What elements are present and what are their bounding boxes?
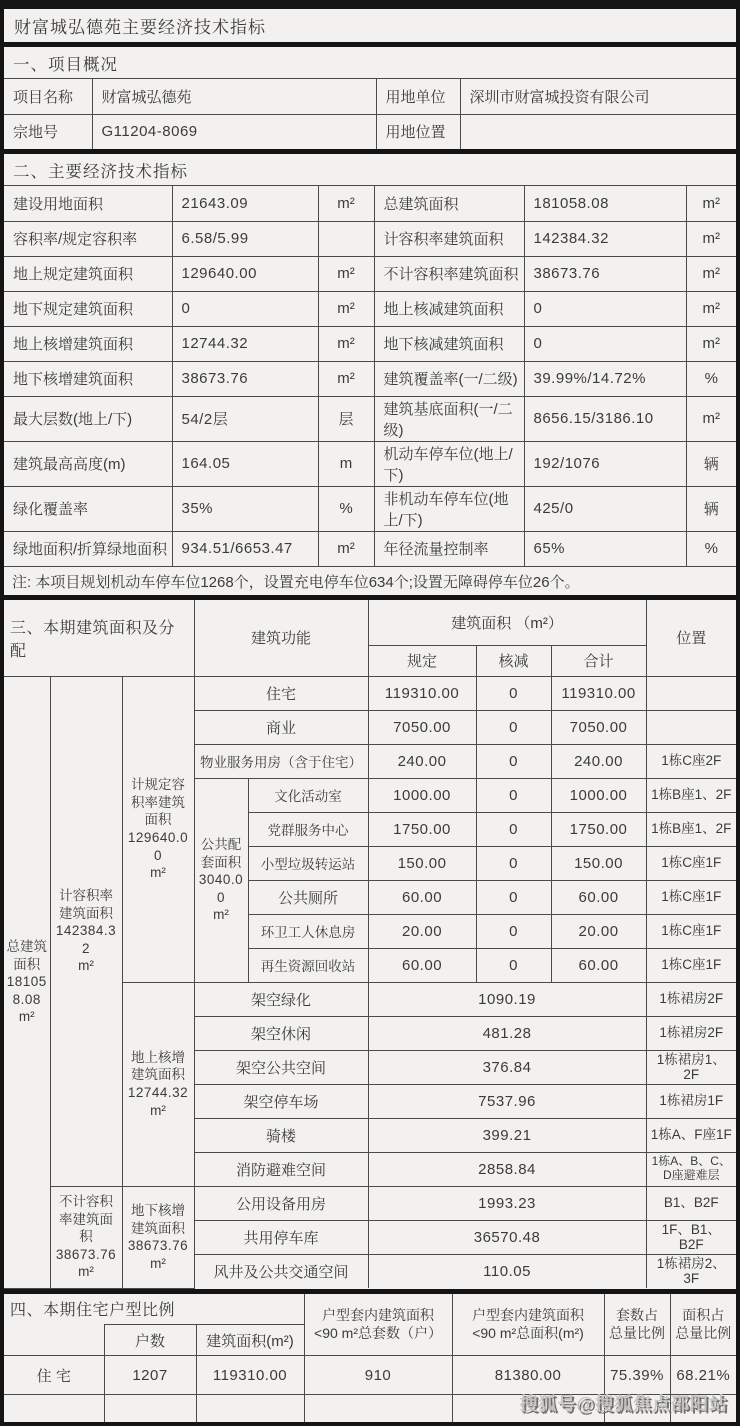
function-name: 架空绿化 (194, 982, 368, 1016)
section4-heading: 四、本期住宅户型比例 (4, 1294, 304, 1325)
location-value (646, 676, 736, 710)
area-ratio: 68.21% (670, 1356, 736, 1395)
header-row (4, 1294, 736, 1325)
metric-value: 164.05 (172, 441, 318, 486)
metric-value: 8656.15/3186.10 (524, 396, 686, 441)
location-value: 1栋B座1、2F (646, 778, 736, 812)
metric-value: 12744.32 (172, 326, 318, 361)
function-name: 商业 (194, 710, 368, 744)
column-header-household-count: 户数 (104, 1325, 196, 1356)
table-row (4, 221, 736, 256)
metric-value: 0 (172, 291, 318, 326)
area-specified: 60.00 (368, 880, 476, 914)
function-name: 共用停车库 (194, 1220, 368, 1254)
area-total: 150.00 (551, 846, 646, 880)
function-name: 消防避难空间 (194, 1152, 368, 1186)
metric-value: 35% (172, 486, 318, 531)
column-header-area-ratio: 面积占 总量比例 (670, 1294, 736, 1356)
function-name: 物业服务用房（含于住宅） (194, 744, 368, 778)
area-specified: 60.00 (368, 948, 476, 982)
side-far-included-area: 计容积率建筑面积 142384.32 m² (50, 676, 122, 1186)
area-total: 2858.84 (368, 1152, 646, 1186)
function-name: 住宅 (194, 676, 368, 710)
metric-unit: m² (686, 396, 736, 441)
metric-value: 21643.09 (172, 186, 318, 221)
table-row (4, 256, 736, 291)
side-far-excluded-area: 不计容积率建筑面积 38673.76 m² (50, 1186, 122, 1288)
section3-heading: 三、本期建筑面积及分配 (4, 600, 194, 676)
household-count (104, 1395, 196, 1422)
area-total: 20.00 (551, 914, 646, 948)
location-value: 1F、B1、B2F (646, 1220, 736, 1254)
metric-value: 192/1076 (524, 441, 686, 486)
table-row (4, 441, 736, 486)
field-value: G11204-8069 (92, 114, 376, 149)
area-total: 376.84 (368, 1050, 646, 1084)
project-overview-table (4, 79, 736, 149)
area-deducted: 0 (476, 744, 551, 778)
function-name: 公用设备用房 (194, 1186, 368, 1220)
units-under-90 (304, 1395, 452, 1422)
area-specified: 150.00 (368, 846, 476, 880)
area-specified: 240.00 (368, 744, 476, 778)
table-row (4, 79, 736, 114)
function-name: 架空停车场 (194, 1084, 368, 1118)
area-deducted: 0 (476, 880, 551, 914)
unit-count-ratio: 75.39% (604, 1356, 670, 1395)
metric-value: 39.99%/14.72% (524, 361, 686, 396)
column-header-floor-area: 建筑面积(m²) (196, 1325, 304, 1356)
metric-label: 地上核增建筑面积 (4, 326, 172, 361)
location-value: 1栋裙房2F (646, 982, 736, 1016)
area-specified: 1000.00 (368, 778, 476, 812)
function-name: 文化活动室 (248, 778, 368, 812)
metric-label: 机动车停车位(地上/下) (374, 441, 524, 486)
location-value (646, 710, 736, 744)
area-total: 119310.00 (551, 676, 646, 710)
column-header-units-under-90: 户型套内建筑面积 <90 m²总套数（户） (304, 1294, 452, 1356)
metric-label: 计容积率建筑面积 (374, 221, 524, 256)
area-total: 60.00 (551, 948, 646, 982)
floor-area: 119310.00 (196, 1356, 304, 1395)
column-header-specified: 规定 (368, 645, 476, 676)
area-deducted: 0 (476, 676, 551, 710)
metric-label: 地下核减建筑面积 (374, 326, 524, 361)
function-name: 架空休闲 (194, 1016, 368, 1050)
metric-label: 地上核减建筑面积 (374, 291, 524, 326)
area-total: 1000.00 (551, 778, 646, 812)
metric-unit: m² (318, 531, 374, 566)
metric-value: 38673.76 (524, 256, 686, 291)
metric-value: 129640.00 (172, 256, 318, 291)
field-value: 财富城弘德苑 (92, 79, 376, 114)
area-total: 481.28 (368, 1016, 646, 1050)
metric-unit: 辆 (686, 441, 736, 486)
table-row (4, 531, 736, 566)
metric-unit: m² (686, 291, 736, 326)
metric-unit: m² (318, 256, 374, 291)
metric-value: 934.51/6653.47 (172, 531, 318, 566)
section2-heading: 二、主要经济技术指标 (4, 154, 736, 186)
function-name: 环卫工人休息房 (248, 914, 368, 948)
metric-value: 38673.76 (172, 361, 318, 396)
field-label: 用地单位 (376, 79, 460, 114)
location-value: 1栋C座1F (646, 846, 736, 880)
metric-unit: m² (318, 186, 374, 221)
location-value: 1栋C座1F (646, 914, 736, 948)
area-total: 60.00 (551, 880, 646, 914)
area-specified: 119310.00 (368, 676, 476, 710)
metric-value: 142384.32 (524, 221, 686, 256)
field-value (460, 114, 736, 149)
location-value: B1、B2F (646, 1186, 736, 1220)
area-specified: 1750.00 (368, 812, 476, 846)
area-total: 36570.48 (368, 1220, 646, 1254)
units-under-90: 910 (304, 1356, 452, 1395)
column-header-unit-count-ratio: 套数占 总量比例 (604, 1294, 670, 1356)
floor-area-distribution-table (4, 600, 736, 1289)
row-label (4, 1395, 104, 1422)
metric-unit: m² (686, 221, 736, 256)
metric-unit: m² (686, 326, 736, 361)
metric-label: 绿化覆盖率 (4, 486, 172, 531)
function-name: 党群服务中心 (248, 812, 368, 846)
metric-unit: m² (686, 186, 736, 221)
metric-label: 年径流量控制率 (374, 531, 524, 566)
household-count: 1207 (104, 1356, 196, 1395)
location-value: 1栋B座1、2F (646, 812, 736, 846)
metric-unit: m² (686, 256, 736, 291)
empty-cell (4, 1325, 104, 1356)
metric-label: 最大层数(地上/下) (4, 396, 172, 441)
metric-unit: % (318, 486, 374, 531)
side-public-amenity-area: 公共配套面积 3040.00 m² (194, 778, 248, 982)
table-row (4, 326, 736, 361)
area-total: 1090.19 (368, 982, 646, 1016)
metric-label: 地下核增建筑面积 (4, 361, 172, 396)
metric-unit: m² (318, 291, 374, 326)
area-deducted: 0 (476, 812, 551, 846)
area-deducted: 0 (476, 710, 551, 744)
metric-unit: 层 (318, 396, 374, 441)
metric-unit: % (686, 361, 736, 396)
metric-label: 不计容积率建筑面积 (374, 256, 524, 291)
economic-indicators-table (4, 186, 736, 566)
metric-label: 总建筑面积 (374, 186, 524, 221)
side-total-floor-area: 总建筑面积 181058.08 m² (4, 676, 50, 1288)
area-deducted: 0 (476, 846, 551, 880)
area-total: 110.05 (368, 1254, 646, 1288)
side-below-ground-added-area: 地下核增建筑面积 38673.76 m² (122, 1186, 194, 1288)
function-name: 小型垃圾转运站 (248, 846, 368, 880)
column-header-deducted: 核减 (476, 645, 551, 676)
table-row (4, 291, 736, 326)
metric-unit: % (686, 531, 736, 566)
table-row (4, 186, 736, 221)
metric-value: 65% (524, 531, 686, 566)
area-total: 1993.23 (368, 1186, 646, 1220)
function-name: 风井及公共交通空间 (194, 1254, 368, 1288)
metric-label: 建设用地面积 (4, 186, 172, 221)
metric-value: 0 (524, 291, 686, 326)
area-total: 1750.00 (551, 812, 646, 846)
area-total: 7050.00 (551, 710, 646, 744)
area-total: 399.21 (368, 1118, 646, 1152)
field-value: 深圳市财富城投资有限公司 (460, 79, 736, 114)
location-value: 1栋A、B、C、D座避难层 (646, 1152, 736, 1186)
section1-heading: 一、项目概况 (4, 47, 736, 79)
parking-note: 注: 本项目规划机动车停车位1268个，设置充电停车位634个;设置无障碍停车位26个。 (4, 566, 736, 595)
page-title: 财富城弘德苑主要经济技术指标 (14, 18, 266, 37)
function-name: 骑楼 (194, 1118, 368, 1152)
side-regulated-far-area: 计规定容积率建筑面积 129640.00 m² (122, 676, 194, 982)
location-value: 1栋C座2F (646, 744, 736, 778)
area-total: 7537.96 (368, 1084, 646, 1118)
metric-label: 非机动车停车位(地上/下) (374, 486, 524, 531)
metric-unit (318, 221, 374, 256)
function-name: 架空公共空间 (194, 1050, 368, 1084)
location-value: 1栋裙房1、2F (646, 1050, 736, 1084)
area-specified: 20.00 (368, 914, 476, 948)
metric-label: 建筑基底面积(一/二级) (374, 396, 524, 441)
metric-value: 0 (524, 326, 686, 361)
column-header-function: 建筑功能 (194, 600, 368, 676)
field-label: 宗地号 (4, 114, 92, 149)
side-above-ground-added-area: 地上核增建筑面积 12744.32 m² (122, 982, 194, 1186)
area-under-90: 81380.00 (452, 1356, 604, 1395)
metric-value: 425/0 (524, 486, 686, 531)
table-row (4, 396, 736, 441)
metric-label: 容积率/规定容积率 (4, 221, 172, 256)
metric-label: 地上规定建筑面积 (4, 256, 172, 291)
table-row (4, 486, 736, 531)
metric-label: 建筑覆盖率(一/二级) (374, 361, 524, 396)
area-deducted: 0 (476, 778, 551, 812)
table-row (4, 676, 736, 710)
metric-unit: m² (318, 361, 374, 396)
field-label: 用地位置 (376, 114, 460, 149)
table-row (4, 1186, 736, 1220)
function-name: 再生资源回收站 (248, 948, 368, 982)
column-header-area-under-90: 户型套内建筑面积 <90 m²总面积(m²) (452, 1294, 604, 1356)
metric-label: 绿地面积/折算绿地面积 (4, 531, 172, 566)
header-row (4, 600, 736, 645)
metric-value: 54/2层 (172, 396, 318, 441)
area-deducted: 0 (476, 948, 551, 982)
watermark: 搜狐号@搜狐焦点邵阳站 (519, 1393, 728, 1414)
metric-value: 181058.08 (524, 186, 686, 221)
column-header-area-group: 建筑面积 （m²） (368, 600, 646, 645)
metric-value: 6.58/5.99 (172, 221, 318, 256)
location-value: 1栋裙房2、3F (646, 1254, 736, 1288)
column-header-location: 位置 (646, 600, 736, 676)
location-value: 1栋裙房1F (646, 1084, 736, 1118)
metric-label: 建筑最高高度(m) (4, 441, 172, 486)
location-value: 1栋A、F座1F (646, 1118, 736, 1152)
table-row (4, 361, 736, 396)
metric-label: 地下规定建筑面积 (4, 291, 172, 326)
function-name: 公共厕所 (248, 880, 368, 914)
metric-unit: m (318, 441, 374, 486)
row-label: 住 宅 (4, 1356, 104, 1395)
metric-unit: 辆 (686, 486, 736, 531)
location-value: 1栋C座1F (646, 880, 736, 914)
location-value: 1栋C座1F (646, 948, 736, 982)
field-label: 项目名称 (4, 79, 92, 114)
location-value: 1栋裙房2F (646, 1016, 736, 1050)
area-total: 240.00 (551, 744, 646, 778)
metric-unit: m² (318, 326, 374, 361)
floor-area (196, 1395, 304, 1422)
table-row (4, 114, 736, 149)
area-specified: 7050.00 (368, 710, 476, 744)
area-deducted: 0 (476, 914, 551, 948)
column-header-total: 合计 (551, 645, 646, 676)
